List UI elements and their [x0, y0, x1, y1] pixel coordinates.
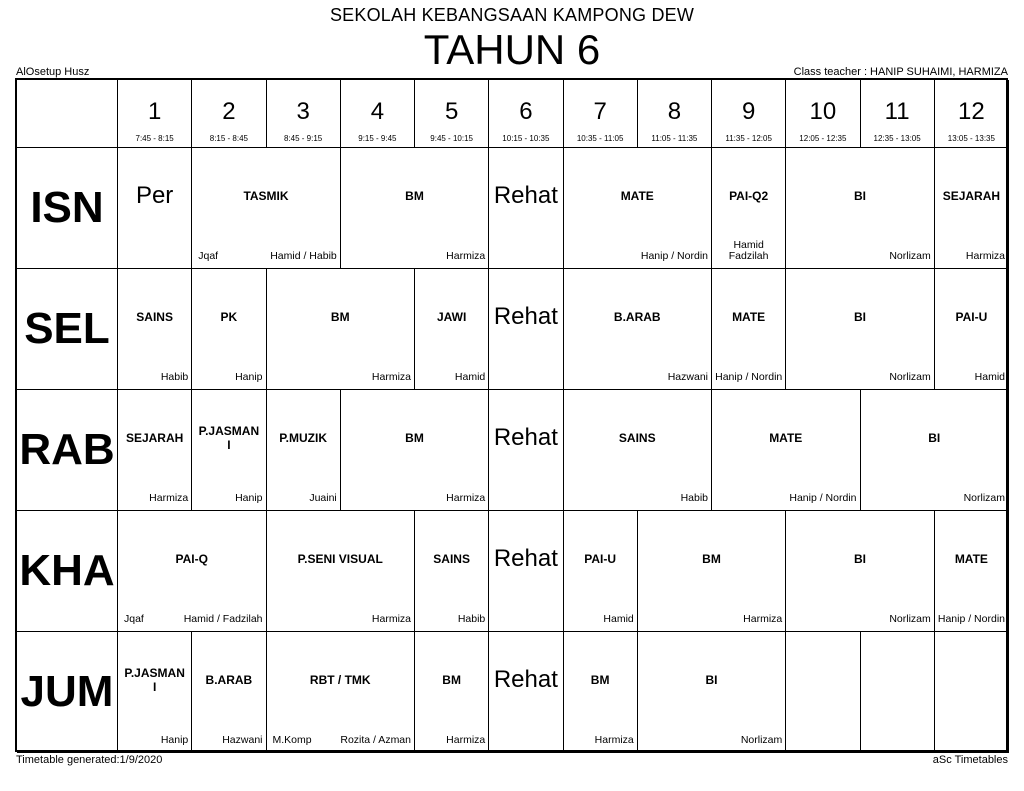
lesson-teacher: Hanip: [235, 371, 263, 383]
period-number: 9: [741, 98, 756, 125]
lesson-cell: [564, 632, 638, 753]
lesson-subject: SAINS: [136, 310, 173, 324]
lesson-subject: BI: [854, 310, 866, 324]
lesson-cell: [786, 148, 935, 269]
lesson-teacher: Hanip / Nordin: [715, 371, 783, 383]
period-time: 9:15 - 9:45: [358, 134, 397, 143]
period-header: [267, 80, 341, 148]
lesson-cell: [192, 148, 341, 269]
lesson-subject: PAI-U: [955, 310, 988, 324]
period-time: 8:15 - 8:45: [209, 134, 248, 143]
lesson-teacher: Hamid / Fadzilah: [183, 613, 263, 625]
school-name: SEKOLAH KEBANGSAAN KAMPONG DEW: [329, 5, 695, 25]
lesson-cell: [118, 632, 192, 753]
lesson-cell: [118, 511, 267, 632]
lesson-subject: B.ARAB: [205, 673, 253, 687]
lesson-cell: [786, 511, 935, 632]
lesson-teacher: Hanip: [235, 492, 263, 504]
period-header: [786, 80, 860, 148]
lesson-subject: BM: [330, 310, 350, 324]
lesson-cell: [712, 390, 861, 511]
lesson-cell: [192, 269, 266, 390]
day-label: KHA: [17, 511, 118, 632]
period-number: 3: [296, 98, 310, 125]
lesson-cell: [712, 148, 786, 269]
lesson-cell: [712, 269, 786, 390]
lesson-subject: MATE: [620, 189, 654, 203]
lesson-teacher: Harmiza: [149, 492, 189, 504]
lesson-room: M.Komp: [272, 734, 312, 746]
lesson-subject: P.JASMAN I: [124, 666, 185, 694]
lesson-cell: [415, 511, 489, 632]
day-label: ISN: [17, 148, 118, 269]
lesson-cell: [192, 390, 266, 511]
period-time: 7:45 - 8:15: [135, 134, 174, 143]
period-number: 6: [519, 98, 533, 125]
lesson-cell: [564, 511, 638, 632]
lesson-teacher: Habib: [160, 371, 189, 383]
period-time: 11:35 - 12:05: [725, 134, 772, 143]
lesson-teacher: Hazwani: [222, 734, 263, 746]
generated-date: Timetable generated:1/9/2020: [16, 754, 163, 766]
lesson-subject: JAWI: [436, 310, 467, 324]
lesson-subject: MATE: [954, 552, 988, 566]
period-time: 12:05 - 12:35: [799, 134, 847, 143]
lesson-teacher: Hanip / Nordin: [640, 250, 708, 262]
lesson-cell: [786, 269, 935, 390]
lesson-subject: MATE: [769, 431, 803, 445]
period-header: [935, 80, 1009, 148]
lesson-subject: BM: [442, 673, 461, 687]
lesson-subject: RBT / TMK: [309, 673, 371, 687]
lesson-subject: PAI-U: [584, 552, 617, 566]
empty-cell: [861, 632, 935, 753]
lesson-teacher: Harmiza: [965, 250, 1005, 262]
lesson-subject: Per: [135, 182, 174, 209]
lesson-teacher: Juaini: [309, 492, 337, 504]
lesson-subject: Rehat: [493, 303, 558, 330]
lesson-cell: [267, 269, 416, 390]
lesson-cell: [118, 390, 192, 511]
lesson-teacher: Hamid / Habib: [270, 250, 337, 262]
lesson-teacher: Rozita / Azman: [340, 734, 411, 746]
period-number: 1: [147, 98, 162, 125]
lesson-cell: [564, 148, 713, 269]
lesson-subject: BI: [928, 431, 941, 445]
lesson-subject: Rehat: [493, 424, 558, 451]
lesson-teacher: Habib: [680, 492, 708, 504]
lesson-subject: P.MUZIK: [279, 431, 328, 445]
lesson-cell: [489, 390, 563, 511]
lesson-teacher: Hamid: [454, 371, 486, 383]
lesson-cell: [489, 511, 563, 632]
lesson-teacher: Harmiza: [446, 734, 486, 746]
lesson-teacher: Hanip / Nordin: [789, 492, 857, 504]
period-header: [712, 80, 786, 148]
period-number: 12: [958, 98, 985, 125]
lesson-room: Jqaf: [124, 613, 144, 625]
lesson-subject: PAI-Q: [175, 552, 208, 566]
period-number: 11: [884, 98, 910, 125]
lesson-subject: SAINS: [618, 431, 656, 445]
period-number: 8: [667, 98, 682, 125]
period-time: 12:35 - 13:05: [873, 134, 921, 143]
lesson-teacher: Harmiza: [371, 613, 411, 625]
lesson-subject: MATE: [732, 310, 766, 324]
lesson-teacher: Hamid: [974, 371, 1005, 383]
lesson-cell: [341, 148, 490, 269]
period-header: [638, 80, 712, 148]
lesson-cell: [935, 269, 1009, 390]
period-header: [192, 80, 266, 148]
lesson-subject: B.ARAB: [613, 310, 661, 324]
period-header: [415, 80, 489, 148]
lesson-teacher: Harmiza: [743, 613, 783, 625]
lesson-subject: SEJARAH: [125, 431, 184, 445]
lesson-cell: [267, 632, 416, 753]
lesson-cell: [638, 632, 787, 753]
lesson-subject: PK: [220, 310, 238, 324]
lesson-subject: BI: [705, 673, 718, 687]
lesson-subject: BI: [854, 189, 866, 203]
period-header: [861, 80, 935, 148]
lesson-teacher: Hanip: [160, 734, 189, 746]
lesson-subject: SAINS: [433, 552, 470, 566]
lesson-cell: [415, 632, 489, 753]
period-number: 2: [222, 98, 236, 125]
lesson-subject: PAI-Q2: [729, 189, 769, 203]
lesson-cell: [267, 511, 416, 632]
lesson-teacher: Habib: [457, 613, 486, 625]
period-time: 10:15 - 10:35: [502, 134, 550, 143]
period-header: [118, 80, 192, 148]
lesson-cell: [564, 390, 713, 511]
lesson-cell: [118, 148, 192, 269]
lesson-teacher: Harmiza: [594, 734, 634, 746]
lesson-subject: Rehat: [493, 182, 558, 209]
day-label: JUM: [17, 632, 118, 753]
setup-note: AlOsetup Husz: [16, 66, 90, 78]
lesson-subject: BM: [405, 431, 424, 445]
lesson-teacher: Norlizam: [963, 492, 1005, 504]
lesson-teacher: Hazwani: [667, 371, 708, 383]
lesson-cell: [118, 269, 192, 390]
timetable-grid: [15, 78, 1008, 752]
lesson-teacher: Harmiza: [446, 250, 486, 262]
empty-cell: [786, 632, 860, 753]
day-label: SEL: [17, 269, 118, 390]
day-label: RAB: [17, 390, 118, 511]
lesson-cell: [935, 511, 1009, 632]
lesson-cell: [415, 269, 489, 390]
period-header: [564, 80, 638, 148]
class-teacher: Class teacher : HANIP SUHAIMI, HARMIZA: [793, 66, 1008, 78]
lesson-cell: [638, 511, 787, 632]
period-time: 13:05 - 13:35: [947, 134, 995, 143]
lesson-teacher: Hanip / Nordin: [937, 613, 1005, 625]
lesson-subject: P.JASMAN I: [198, 424, 260, 452]
period-number: 7: [593, 98, 607, 125]
period-number: 5: [444, 98, 459, 125]
class-title: TAHUN 6: [423, 26, 601, 73]
lesson-teacher: Norlizam: [740, 734, 783, 746]
lesson-cell: [935, 148, 1009, 269]
lesson-cell: [564, 269, 713, 390]
period-number: 10: [809, 98, 837, 125]
empty-cell: [935, 632, 1009, 753]
lesson-subject: SEJARAH: [942, 189, 1001, 203]
lesson-teacher: Norlizam: [889, 250, 931, 262]
lesson-subject: BM: [590, 673, 610, 687]
lesson-room: Jqaf: [198, 250, 219, 262]
period-time: 11:05 - 11:35: [651, 134, 698, 143]
period-time: 9:45 - 10:15: [430, 134, 473, 143]
lesson-cell: [861, 390, 1010, 511]
lesson-cell: [267, 390, 341, 511]
period-header: [489, 80, 563, 148]
lesson-subject: BM: [405, 189, 424, 203]
period-header: [341, 80, 415, 148]
lesson-cell: [489, 269, 563, 390]
lesson-subject: BI: [854, 552, 866, 566]
lesson-subject: Rehat: [493, 666, 558, 693]
software-brand: aSc Timetables: [932, 754, 1008, 766]
lesson-teacher: Harmiza: [371, 371, 411, 383]
lesson-cell: [489, 632, 563, 753]
lesson-teacher: Norlizam: [889, 613, 931, 625]
period-number: 4: [370, 98, 385, 125]
lesson-teacher: Hamid Fadzilah: [728, 239, 769, 262]
lesson-teacher: Harmiza: [446, 492, 486, 504]
lesson-subject: TASMIK: [243, 189, 289, 203]
lesson-subject: P.SENI VISUAL: [297, 552, 383, 566]
grid-corner: [17, 80, 118, 148]
period-time: 8:45 - 9:15: [284, 134, 323, 143]
lesson-cell: [489, 148, 563, 269]
lesson-subject: Rehat: [493, 545, 558, 572]
lesson-cell: [341, 390, 490, 511]
period-time: 10:35 - 11:05: [576, 134, 624, 143]
lesson-teacher: Hamid: [603, 613, 634, 625]
lesson-subject: BM: [702, 552, 721, 566]
lesson-cell: [192, 632, 266, 753]
lesson-teacher: Norlizam: [889, 371, 931, 383]
